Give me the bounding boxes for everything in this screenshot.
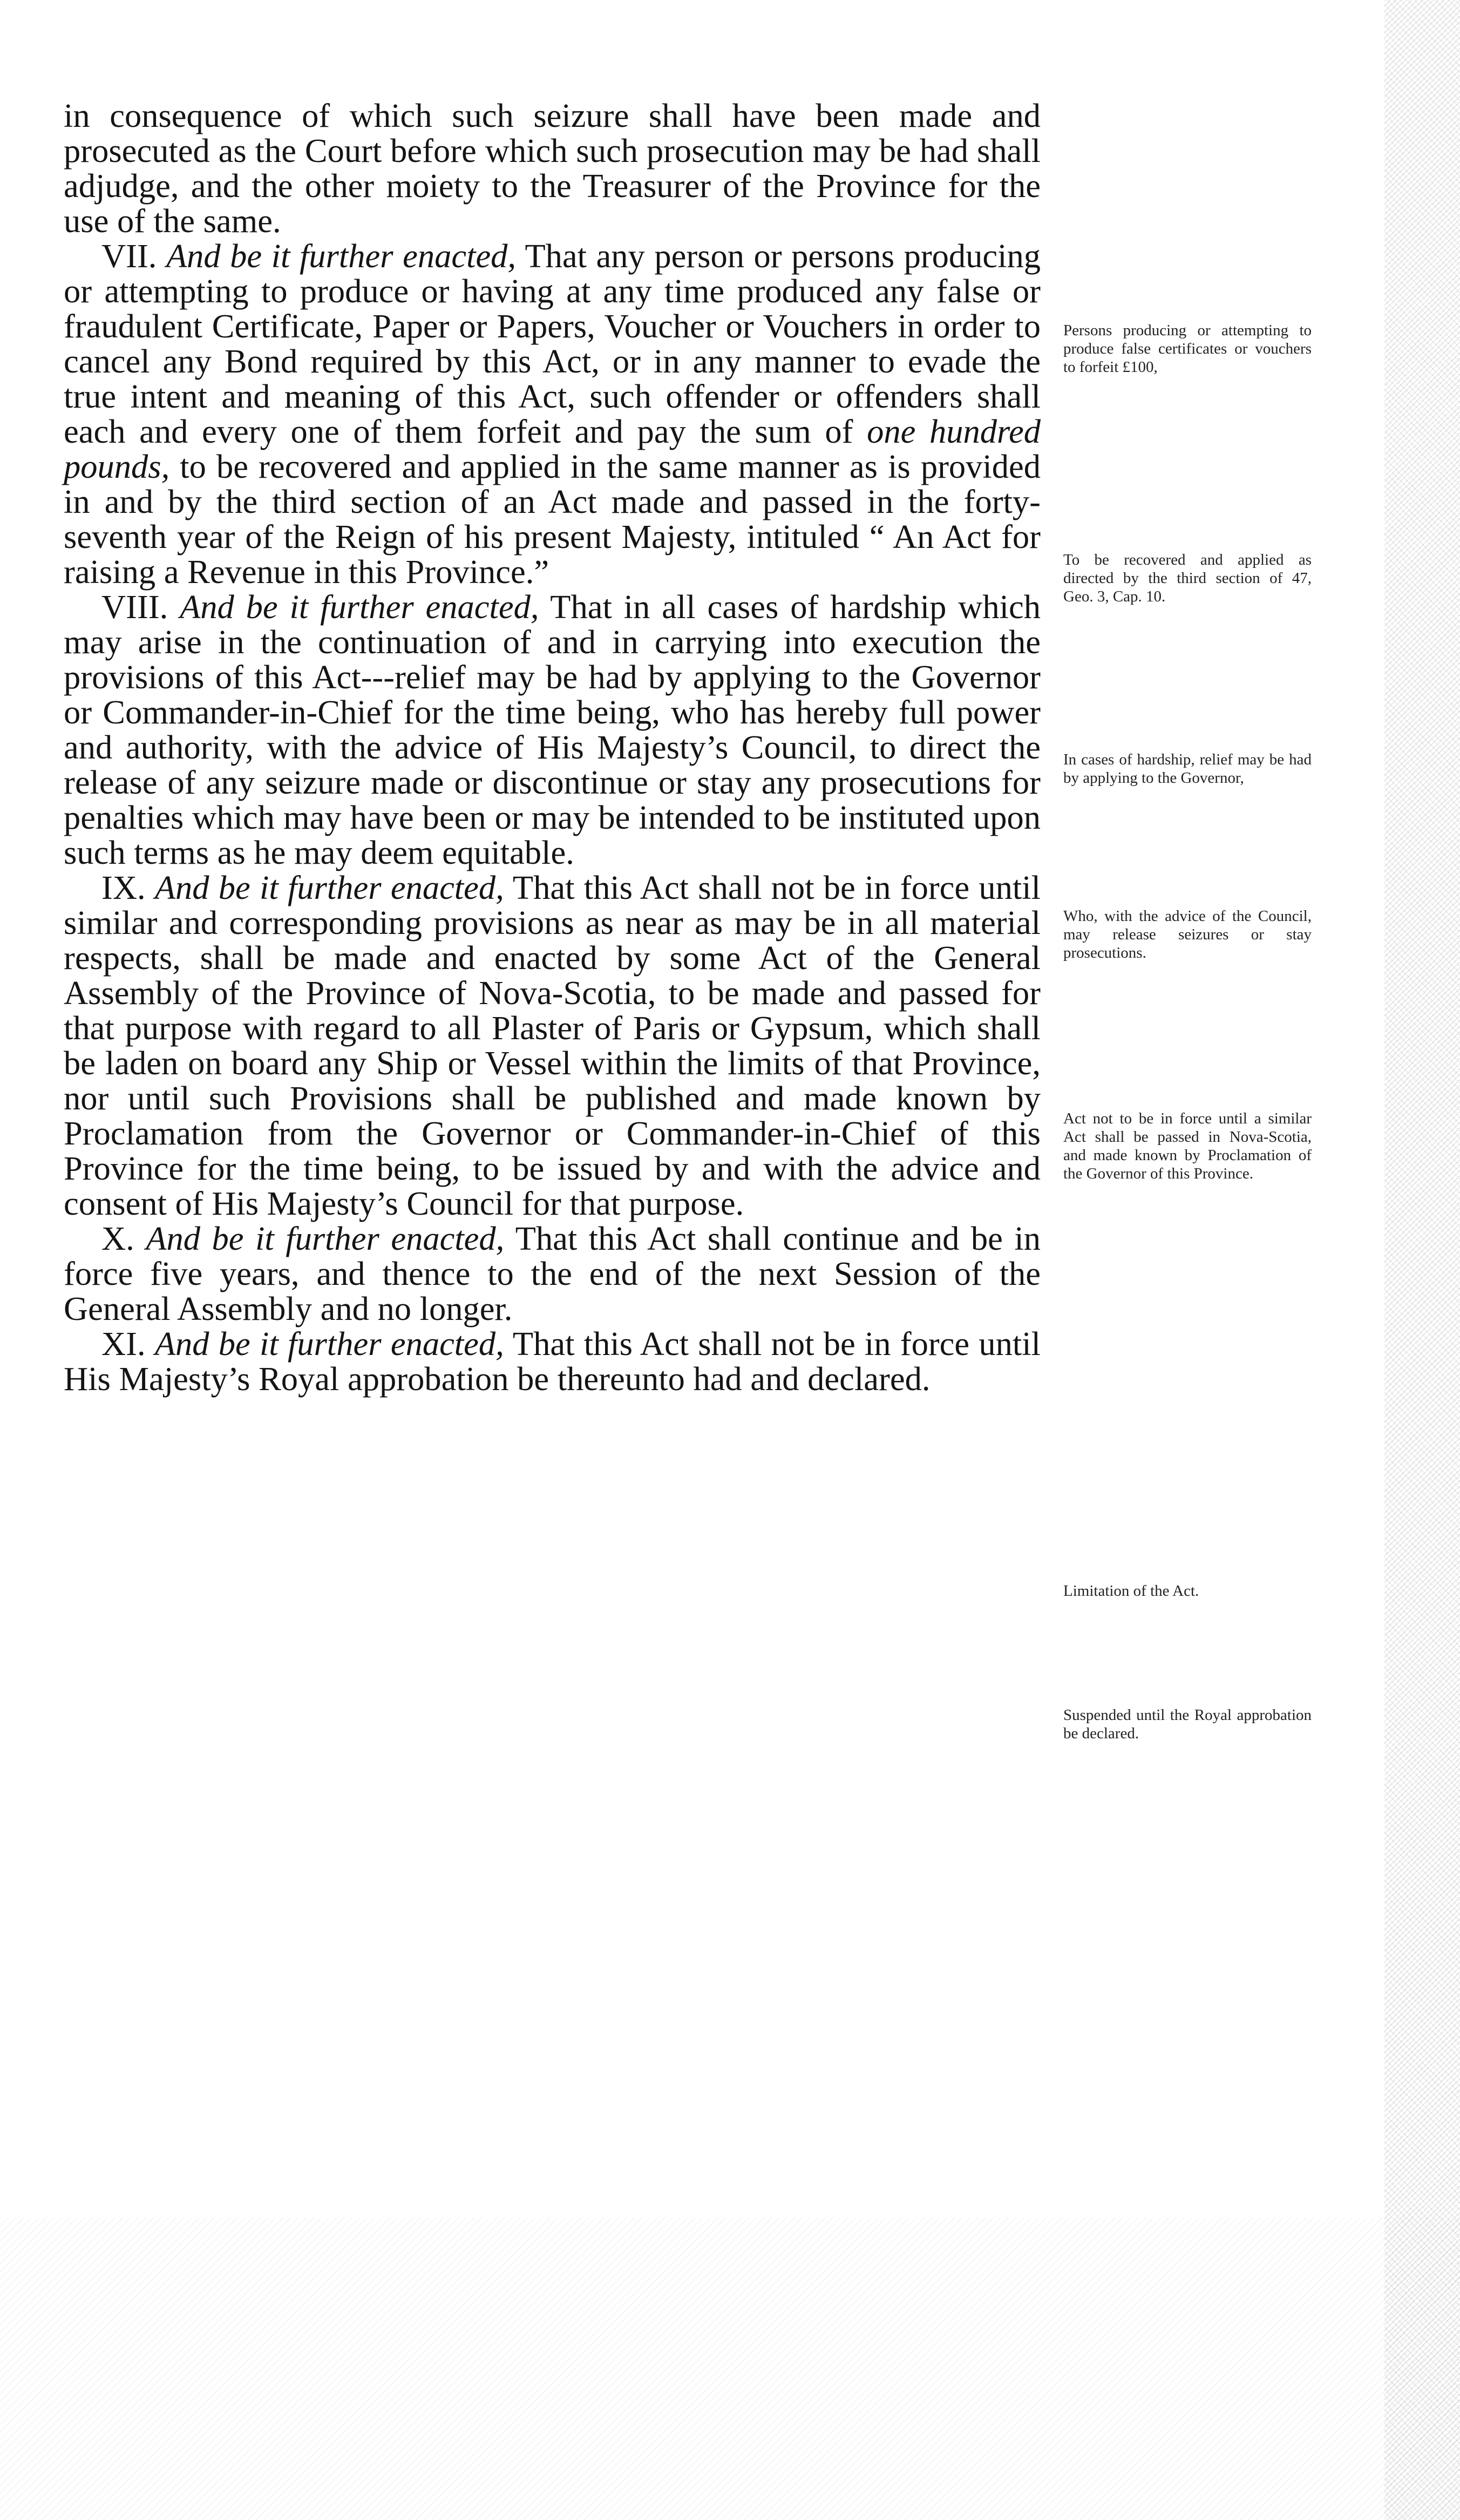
section-ix	[64, 870, 1041, 1221]
section-number: IX.	[101, 869, 146, 906]
section-text-continued: to be recovered and applied in the same manner as is provided in and by the third section of an Act made and passed in the forty-seventh year of the Reign of his present Majesty, intituled “ An Act for raising a Revenue in this Province.”	[64, 448, 1041, 591]
section-text: That any person or persons producing or attempting to produce or having at any time produced any false or fraudulent Certificate, Paper or Papers, Voucher or Vouchers in order to cancel any Bond required by this Act, or in any manner to evade the true intent and meaning of this Act, such offender or offenders shall each and every one of them forfeit and pay the sum of	[64, 237, 1041, 450]
margin-note-council: Who, with the advice of the Council, may release seizures or stay prosecutions.	[1063, 907, 1312, 961]
enacting-clause: And be it further enacted,	[154, 1325, 504, 1363]
continuation-text: in consequence of which such seizure shall have been made and prosecuted as the Court before which such prosecution may be had shall adjudge, and the other moiety to the Treasurer of the Province for the use of the same.	[64, 97, 1041, 240]
enacting-clause: And be it further enacted,	[166, 237, 517, 275]
margin-note-nova-scotia: Act not to be in force until a similar Act shall be passed in Nova-Scotia, and made known by Proclamation of the Governor of this Province.	[1063, 1110, 1312, 1182]
section-text: That this Act shall not be in force until similar and corresponding provisions as near as may be in all material respects, shall be made and enacted by some Act of the General Assembly of the Province of Nova-Scotia, to be made and passed for that purpose with regard to all Plaster of Paris or Gypsum, which shall be laden on board any Ship or Vessel within the limits of that Province, nor until such Provisions shall be published and made known by Proclamation from the Governor or Commander-in-Chief of this Province for the time being, to be issued by and with the advice and consent of His Majesty’s Council for that purpose.	[64, 869, 1041, 1222]
section-text: That this Act shall continue and be in force five years, and thence to the end of the next Session of the General Assembly and no longer.	[64, 1220, 1041, 1327]
page-bottom-scan-noise	[0, 2218, 1460, 2520]
enacting-clause: And be it further enacted,	[146, 1220, 505, 1257]
margin-note-forfeit: Persons producing or attempting to produce false certificates or vouchers to forfeit £100,	[1063, 322, 1312, 376]
section-x	[64, 1221, 1041, 1326]
section-xi	[64, 1326, 1041, 1397]
margin-note-recovery: To be recovered and applied as directed by the third section of 47, Geo. 3, Cap. 10.	[1063, 551, 1312, 605]
margin-note-limitation: Limitation of the Act.	[1063, 1582, 1199, 1600]
section-number: VII.	[101, 237, 157, 275]
margin-note-hardship: In cases of hardship, relief may be had by applying to the Governor,	[1063, 751, 1312, 787]
section-vii	[64, 239, 1041, 590]
section-text: That this Act shall not be in force until His Majesty’s Royal approbation be thereunto had and declared.	[64, 1325, 1041, 1398]
section-viii	[64, 590, 1041, 870]
penalty-amount: one hundred pounds,	[64, 412, 1041, 485]
continuation-paragraph	[64, 98, 1041, 239]
section-number: X.	[101, 1220, 134, 1257]
page-edge-scan-noise	[1384, 0, 1460, 2520]
section-number: VIII.	[101, 588, 168, 626]
margin-note-suspended: Suspended until the Royal approbation be declared.	[1063, 1706, 1312, 1742]
section-text: That in all cases of hardship which may arise in the continuation of and in carrying into execution the provisions of this Act---relief may be had by applying to the Governor or Commander-in-Chief for the time being, who has hereby full power and authority, with the advice of His Majesty’s Council, to direct the release of any seizure made or discontinue or stay any prosecutions for penalties which may have been or may be intended to be instituted upon such terms as he may deem equitable.	[64, 588, 1041, 871]
section-number: XI.	[101, 1325, 146, 1363]
enacting-clause: And be it further enacted,	[180, 588, 539, 626]
enacting-clause: And be it further enacted,	[154, 869, 504, 906]
document-body	[64, 98, 1041, 1397]
